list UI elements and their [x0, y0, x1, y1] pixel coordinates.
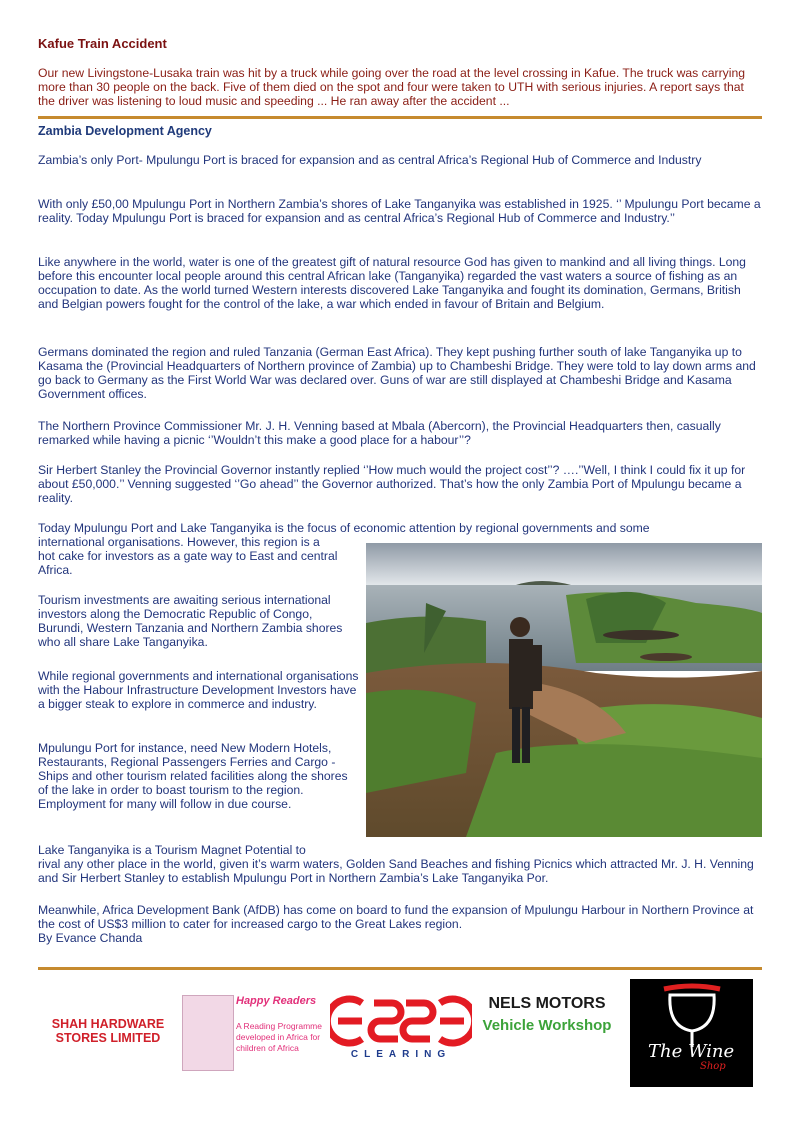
article-paragraph-8: Tourism investments are awaiting serious international investors along the Democratic Republic of Congo, Burundi, Western Tanzania and Northern Zambia shores who all share Lake Tanganyika.: [38, 593, 343, 649]
book-cover-icon: [182, 995, 234, 1071]
nels-motors-logo: [482, 995, 612, 1034]
article-paragraph-12: Meanwhile, Africa Development Bank (AfDB) has come on board to fund the expansion of Mpulungu Harbour in Northern Province at the cost of US$3 million to cater for increased cargo to the Great Lakes region.: [38, 903, 754, 931]
happy-readers-description: A Reading Programme developed in Africa for children of Africa: [236, 1021, 322, 1053]
article-paragraph-4: Germans dominated the region and ruled Tanzania (German East Africa). They kept pushing further south of lake Tanganyika up to Kasama the (Provincial Headquarters of Northern province of Zambia) up to Chambeshi Bridge. They were told to lay down arms and go back to Germany as the First World War was declared over. Guns of war are still displayed at Chambeshi Bridge and Kasama Government offices.: [38, 345, 756, 401]
wine-shop-name: The Wine: [648, 1041, 735, 1062]
wine-glass-icon: [630, 979, 753, 1049]
article-paragraph-9: While regional governments and international organisations with the Habour Infrastructure Development Investors have a bigger steak to explore in commerce and industry.: [38, 669, 359, 711]
esse-mark-icon: [330, 995, 472, 1047]
sponsor-logos: [0, 975, 800, 1085]
article-paragraph-5: The Northern Province Commissioner Mr. J. H. Venning based at Mbala (Abercorn), the Provincial Headquarters then, casually remarked while having a picnic ‘’Wouldn’t this make a good place for a habour’’?: [38, 419, 721, 447]
article-paragraph-7: international organisations. However, this region is a hot cake for investors as a gate way to East and central Africa.: [38, 535, 338, 577]
article-paragraph-7-line-1: Today Mpulungu Port and Lake Tanganyika is the focus of economic attention by regional governments and some: [38, 521, 650, 535]
article-paragraph-10: Mpulungu Port for instance, need New Modern Hotels, Restaurants, Regional Passengers Ferries and Cargo - Ships and other tourism related facilities along the shores of the lake in order to boast tourism to the region. Employment for many will follow in due course.: [38, 741, 348, 811]
esse-subtitle: CLEARING: [350, 1049, 452, 1060]
divider-bottom: [38, 967, 762, 970]
nels-motors-title: NELS MOTORS: [488, 995, 606, 1012]
wine-shop-label: Shop: [700, 1061, 726, 1072]
article-title: Zambia Development Agency: [38, 124, 212, 138]
esse-clearing-logo: [330, 995, 472, 1061]
article-byline: By Evance Chanda: [38, 931, 143, 945]
happy-readers-title: Happy Readers: [236, 995, 317, 1007]
nels-motors-subtitle: Vehicle Workshop: [482, 1017, 612, 1034]
news-body: Our new Livingstone-Lusaka train was hit by a truck while going over the road at the level crossing in Kafue. The truck was carrying more than 30 people on the back. Five of them died on the spot and four were taken to UTH with serious injuries. A report says that the driver was listening to loud music and speeding ... He ran away after the accident ...: [38, 66, 746, 108]
article-paragraph-3: Like anywhere in the world, water is one of the greatest gift of natural resource God has given to mankind and all living things. Long before this encounter local people around this central African lake (Tanganyika) regarded the vast waters a source of fishing as an occupation to date. As the world turned Western interests discovered Lake Tanganyika and fought its domination, Germans, British and Belgian powers fought for the control of the lake, a war which ended in favour of Britain and Belgium.: [38, 255, 746, 311]
divider-top: [38, 116, 762, 119]
shah-hardware-logo: SHAH HARDWARE STORES LIMITED: [51, 1017, 165, 1045]
happy-readers-logo: [182, 995, 330, 1071]
article-paragraph-6: Sir Herbert Stanley the Provincial Governor instantly replied ‘’How much would the project cost’’? ….’’Well, I think I could fix it up for about £50,000.’’ Venning suggested ‘’Go ahead’’ the Governor authorized. That’s how the only Zambia Port of Mpulungu became a reality.: [38, 463, 746, 505]
article-paragraph-1: Zambia’s only Port- Mpulungu Port is braced for expansion and as central Africa’s Regional Hub of Commerce and Industry: [38, 153, 702, 167]
wine-shop-logo: [630, 979, 753, 1087]
article-paragraph-11-line-1: Lake Tanganyika is a Tourism Magnet Potential to: [38, 843, 306, 857]
article-paragraph-2: With only £50,00 Mpulungu Port in Northern Zambia’s shores of Lake Tanganyika was established in 1925. ‘’ Mpulungu Port became a reality. Today Mpulungu Port is braced for expansion and as central Africa’s Regional Hub of Commerce and Industry.’’: [38, 197, 761, 225]
news-title: Kafue Train Accident: [38, 36, 167, 51]
lake-tanganyika-photo: [366, 543, 762, 837]
article-paragraph-11: rival any other place in the world, given it’s warm waters, Golden Sand Beaches and fishing Picnics which attracted Mr. J. H. Venning and Sir Herbert Stanley to establish Mpulungu Port in Northern Zambia’s Lake Tanganyika Por.: [38, 857, 754, 885]
